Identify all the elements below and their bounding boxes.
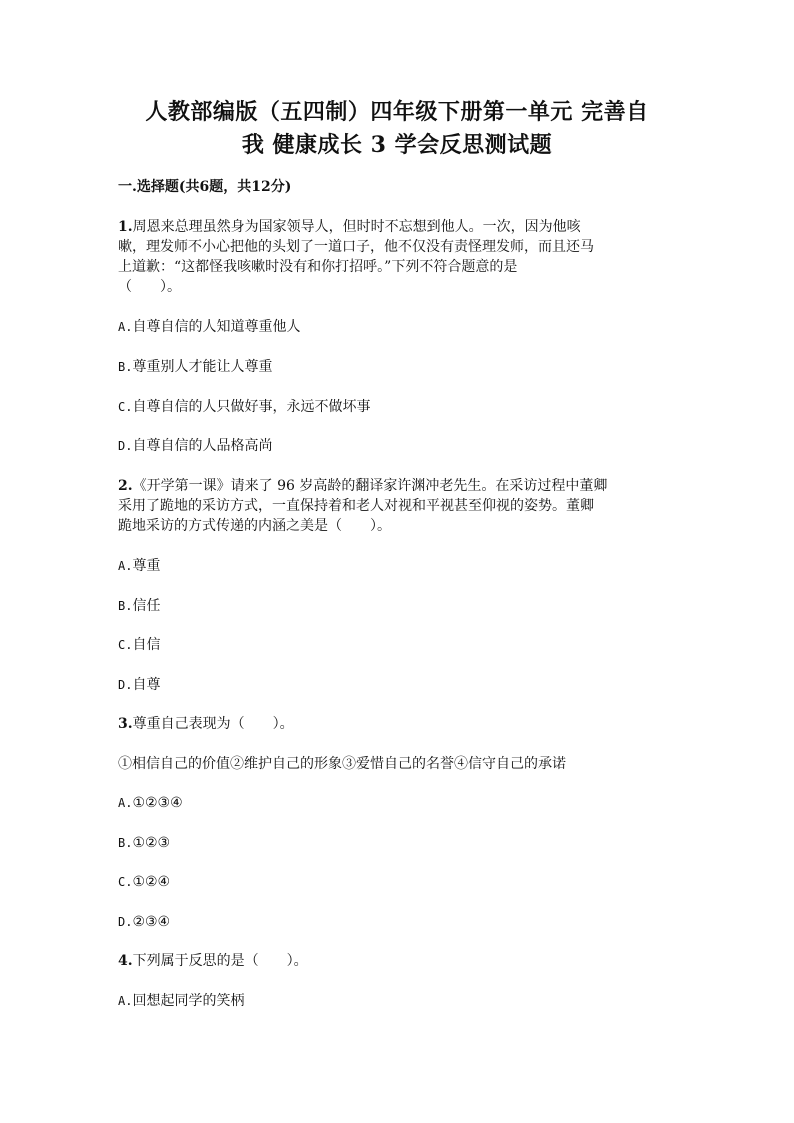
option-letter: C.	[118, 875, 133, 889]
option-text: ②③④	[132, 914, 171, 930]
question-1-option-b	[118, 358, 272, 377]
question-1-option-a	[118, 318, 300, 337]
question-number: 2.	[118, 478, 133, 494]
section-heading: 一.选择题(共6题，共12分)	[118, 179, 292, 195]
question-number: 4.	[118, 953, 133, 969]
question-3-line-1	[118, 715, 678, 734]
option-letter: B.	[118, 599, 133, 613]
question-number: 1.	[118, 219, 133, 235]
question-1-line-3: 上道歉：“这都怪我咳嗽时没有和你打招呼。”下列不符合题意的是	[118, 259, 518, 275]
question-2-option-c	[118, 636, 160, 655]
option-text: 自尊自信的人品格高尚	[132, 438, 273, 454]
question-1-line-1	[118, 218, 678, 237]
option-letter: B.	[118, 360, 133, 374]
question-4-option-a	[118, 992, 244, 1011]
option-letter: C.	[118, 638, 133, 652]
option-text: 自信	[132, 637, 161, 653]
question-2-line-1	[118, 477, 678, 496]
question-2-option-a	[118, 557, 160, 576]
option-text: ①②③④	[132, 795, 183, 811]
option-letter: D.	[118, 678, 133, 692]
question-3-option-b	[118, 834, 170, 853]
option-letter: B.	[118, 836, 133, 850]
option-letter: A.	[118, 559, 133, 573]
option-letter: D.	[118, 915, 133, 929]
page-title-line-2: 我 健康成长 3 学会反思测试题	[241, 132, 553, 158]
option-text: 回想起同学的笑柄	[132, 993, 245, 1009]
question-3-statement: ①相信自己的价值②维护自己的形象③爱惜自己的名誉④信守自己的承诺	[118, 756, 566, 772]
question-number: 3.	[118, 716, 133, 732]
question-1-option-d	[118, 437, 272, 456]
question-2-line-3: 跪地采访的方式传递的内涵之美是（ ）。	[118, 518, 391, 534]
question-1-line-2: 嗽，理发师不小心把他的头划了一道口子，他不仅没有责怪理发师，而且还马	[118, 239, 594, 255]
question-4-line-1	[118, 952, 678, 971]
question-text: 尊重自己表现为（ ）。	[132, 716, 294, 732]
question-3-option-d	[118, 913, 170, 932]
page-title-line-1: 人教部编版（五四制）四年级下册第一单元 完善自	[145, 99, 649, 125]
question-text: 《开学第一课》请来了 96 岁高龄的翻译家许渊冲老先生。在采访过程中董卿	[132, 478, 608, 494]
option-letter: A.	[118, 796, 133, 810]
question-2-line-2: 采用了跪地的采访方式，一直保持着和老人对视和平视甚至仰视的姿势。董卿	[118, 498, 594, 514]
question-3-option-c	[118, 873, 170, 892]
option-text: 自尊自信的人知道尊重他人	[132, 319, 301, 335]
question-text: 下列属于反思的是（ ）。	[132, 953, 308, 969]
option-text: 尊重别人才能让人尊重	[132, 359, 273, 375]
option-text: 尊重	[132, 558, 161, 574]
option-text: 自尊	[132, 677, 161, 693]
option-letter: A.	[118, 994, 133, 1008]
question-2-option-b	[118, 597, 160, 616]
question-1-option-c	[118, 398, 370, 417]
option-text: 信任	[132, 598, 161, 614]
question-3-option-a	[118, 794, 183, 813]
option-letter: D.	[118, 439, 133, 453]
option-text: 自尊自信的人只做好事，永远不做坏事	[132, 399, 371, 415]
question-2-option-d	[118, 676, 160, 695]
option-letter: A.	[118, 320, 133, 334]
question-text: 周恩来总理虽然身为国家领导人，但时时不忘想到他人。一次，因为他咳	[132, 219, 581, 235]
option-letter: C.	[118, 400, 133, 414]
question-1-line-4: （ ）。	[118, 279, 181, 295]
option-text: ①②③	[132, 835, 171, 851]
option-text: ①②④	[132, 874, 171, 890]
